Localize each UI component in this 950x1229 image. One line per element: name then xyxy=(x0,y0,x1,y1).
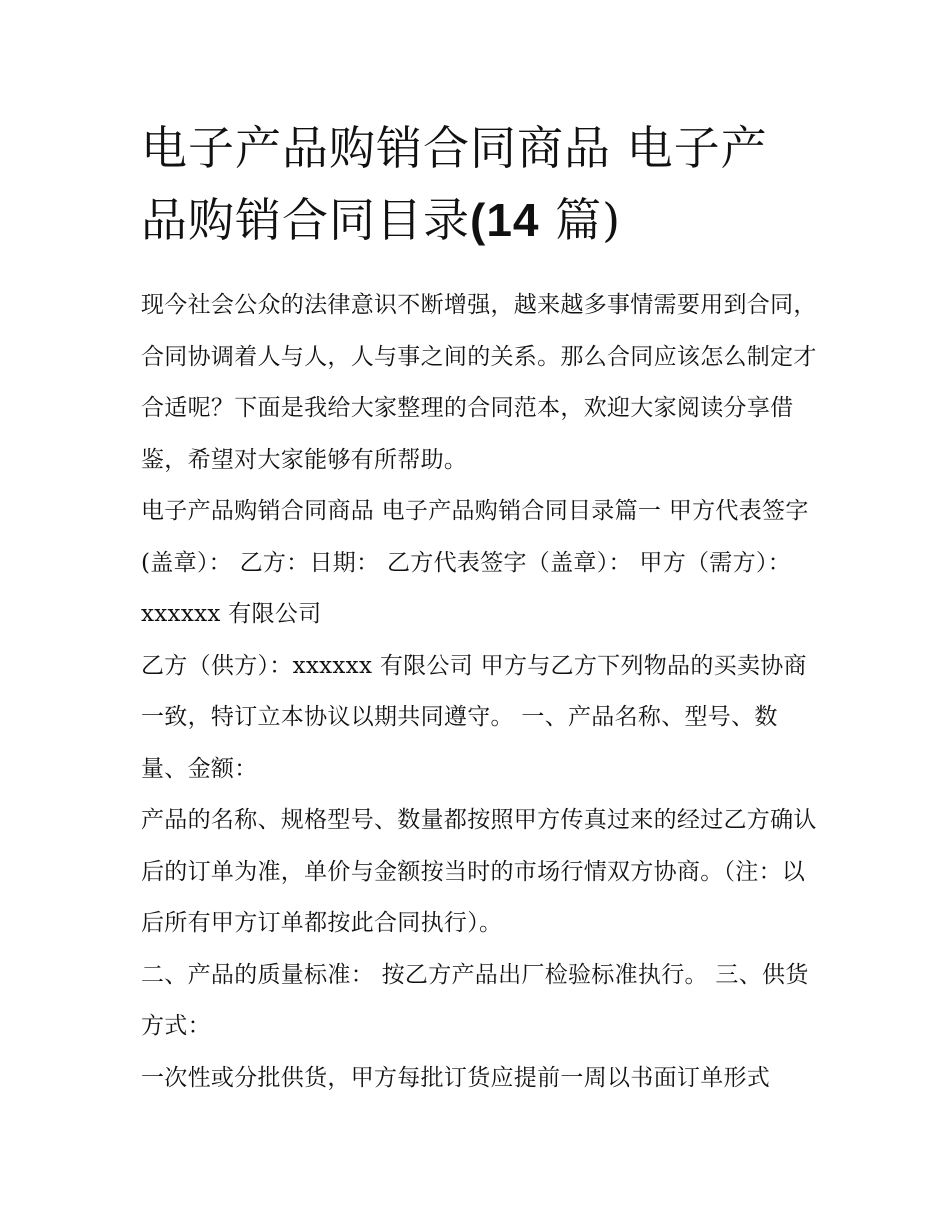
title-line-2: 品购销合同目录 xyxy=(141,193,470,247)
title-count: (14 xyxy=(470,194,540,246)
title-line-1: 电子产品购销合同商品 电子产 xyxy=(141,121,768,175)
document-title xyxy=(141,112,821,256)
title-tail: 篇) xyxy=(539,193,622,247)
supply-method-paragraph: 一次性或分批供货，甲方每批订货应提前一周以书面订单形式 xyxy=(141,1064,771,1091)
quality-standard-paragraph: 二、产品的质量标准： 按乙方产品出厂检验标准执行。 三、供货方式： xyxy=(141,961,809,1039)
contract-parties-paragraph: 电子产品购销合同商品 电子产品购销合同目录篇一 甲方代表签字(盖章）： 乙方：日期： 乙方代表签字（盖章）： 甲方（需方）：xxxxxx 有限公司 xyxy=(141,498,809,627)
supplier-paragraph: 乙方（供方）：xxxxxx 有限公司 甲方与乙方下列物品的买卖协商一致，特订立本协议以期共同遵守。 一、产品名称、型号、数量、金额： xyxy=(141,652,807,782)
product-terms-paragraph: 产品的名称、规格型号、数量都按照甲方传真过来的经过乙方确认后的订单为准，单价与金额按当时的市场行情双方协商。（注：以后所有甲方订单都按此合同执行）。 xyxy=(141,807,817,936)
intro-paragraph: 现今社会公众的法律意识不断增强，越来越多事情需要用到合同，合同协调着人与人，人与事之间的关系。那么合同应该怎么制定才合适呢？下面是我给大家整理的合同范本，欢迎大家阅读分享借鉴，希望对大家能够有所帮助。 xyxy=(141,292,817,473)
document-page xyxy=(141,112,821,1104)
